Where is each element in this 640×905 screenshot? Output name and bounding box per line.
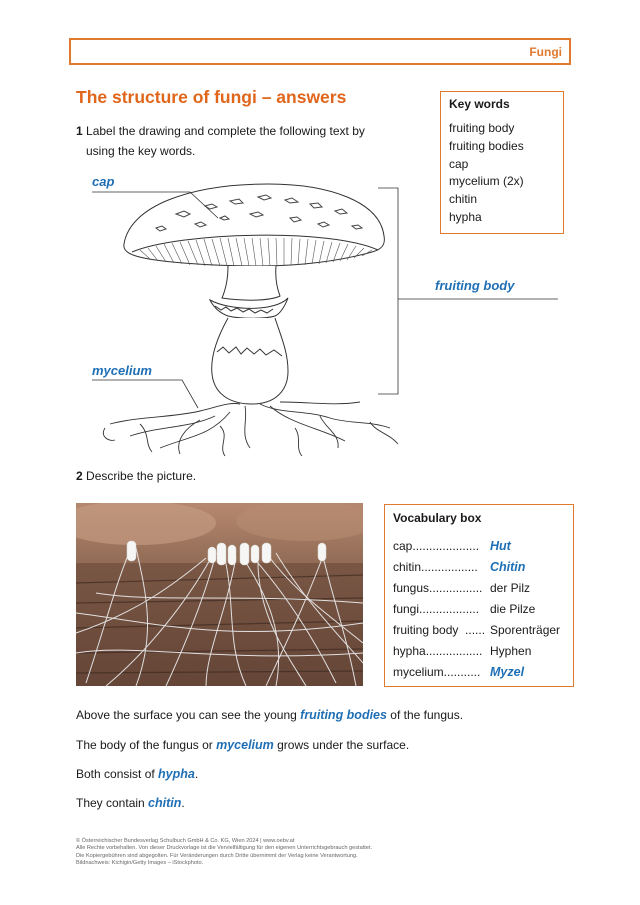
- task-1-line-2: using the key words.: [86, 144, 196, 158]
- vocab-term: fruiting body: [393, 623, 459, 637]
- keywords-heading: Key words: [449, 97, 510, 111]
- vocab-translation: Sporenträger: [490, 623, 561, 637]
- footer-copyright: [76, 838, 496, 868]
- vocabulary-row: [393, 578, 573, 599]
- vocab-term: cap: [393, 539, 413, 553]
- answer-sentence-2: [76, 738, 409, 752]
- vocab-translation: der Pilz: [490, 581, 531, 595]
- vocab-dots: ................: [429, 581, 483, 595]
- footer-line: Bildnachweis: Kichigin/Getty Images – iStockphoto.: [76, 860, 204, 867]
- label-cap: cap: [92, 174, 115, 189]
- keyword-item: mycelium (2x): [449, 174, 524, 189]
- sentence-text: .: [194, 767, 199, 781]
- answer-sentence-3: [76, 767, 198, 781]
- vocab-term: fungus: [393, 581, 430, 595]
- sentence-text: .: [181, 796, 185, 810]
- vocabulary-row: [393, 641, 573, 662]
- label-fruiting-body: fruiting body: [435, 278, 515, 293]
- mushroom-drawing: [80, 166, 560, 462]
- mushroom-stem: [222, 266, 280, 300]
- vocab-term: hypha: [393, 644, 426, 658]
- answer-word: hypha: [158, 767, 195, 781]
- vocabulary-row: [393, 536, 573, 557]
- sentence-text: of the fungus.: [386, 708, 464, 722]
- answer-word: mycelium: [216, 738, 274, 752]
- vocab-translation: die Pilze: [490, 602, 536, 616]
- page-title: The structure of fungi – answers: [76, 87, 347, 107]
- vocab-dots: ....................: [412, 539, 480, 553]
- task-1-instruction: [76, 121, 365, 141]
- vocab-translation-answer: Hut: [490, 539, 511, 553]
- footer-line: © Österreichischer Bundesverlag Schulbuch GmbH & Co. KG, Wien 2024 | www.oebv.at: [76, 838, 295, 844]
- vocab-dots: ..................: [419, 602, 480, 616]
- vocabulary-row: [393, 620, 573, 641]
- vocab-translation-answer: Myzel: [490, 665, 525, 679]
- keyword-item: fruiting body: [449, 121, 515, 135]
- mycelium-label-line: [92, 380, 198, 408]
- footer-line: Die Kopiergebühren sind abgegolten. Für Veränderungen durch Dritte übernimmt der Verlag keine Verantwortung.: [76, 852, 358, 859]
- vocabulary-row: [393, 662, 573, 683]
- vocab-dots: ...........: [443, 665, 481, 679]
- keyword-item: chitin: [449, 192, 478, 207]
- answer-word: fruiting bodies: [300, 708, 387, 722]
- footer-line: Alle Rechte vorbehalten. Von dieser Druckvorlage ist die Vervielfältigung für den eigenen Unterrichtsgebrauch gestattet.: [76, 845, 373, 852]
- task-1-line-1: Label the drawing and complete the following text by: [86, 124, 365, 138]
- task-2-text: Describe the picture.: [86, 469, 197, 483]
- keyword-item: cap: [449, 156, 469, 171]
- vocab-dots: .................: [425, 644, 483, 658]
- mycelium-photo: [76, 503, 363, 686]
- task-1-number: 1: [76, 124, 83, 138]
- mycelium-roots: [103, 402, 398, 456]
- vocabulary-row: [393, 599, 573, 620]
- sentence-text: grows under the surface.: [273, 738, 410, 752]
- vocabulary-heading: Vocabulary box: [393, 511, 482, 525]
- vocabulary-box: [384, 504, 574, 687]
- sentence-text: They contain: [76, 796, 149, 810]
- vocab-term: chitin: [393, 560, 422, 574]
- sentence-text: Both consist of: [76, 767, 159, 781]
- task-2-number: 2: [76, 469, 83, 483]
- answer-word: chitin: [148, 796, 182, 810]
- vocab-dots: .................: [421, 560, 478, 574]
- vocab-dots: ......: [458, 623, 486, 637]
- section-label: Fungi: [529, 45, 562, 59]
- vocab-term: fungi: [393, 602, 420, 616]
- sentence-text: Above the surface you can see the young: [76, 708, 301, 722]
- vocab-translation: Hyphen: [490, 644, 532, 658]
- fruiting-body-bracket: [378, 188, 398, 394]
- keyword-item: hypha: [449, 209, 482, 224]
- label-mycelium: mycelium: [92, 363, 152, 378]
- mushroom-bulb: [212, 318, 288, 404]
- vocabulary-row: [393, 557, 573, 578]
- keyword-item: fruiting bodies: [449, 138, 524, 153]
- answer-sentence-1: [76, 708, 463, 722]
- answer-sentence-4: [76, 796, 185, 810]
- header-box: [69, 38, 571, 65]
- sentence-text: The body of the fungus or: [76, 738, 217, 752]
- vocab-term: mycelium: [393, 665, 444, 679]
- vocab-translation-answer: Chitin: [490, 560, 526, 574]
- task-2-instruction: [76, 466, 196, 486]
